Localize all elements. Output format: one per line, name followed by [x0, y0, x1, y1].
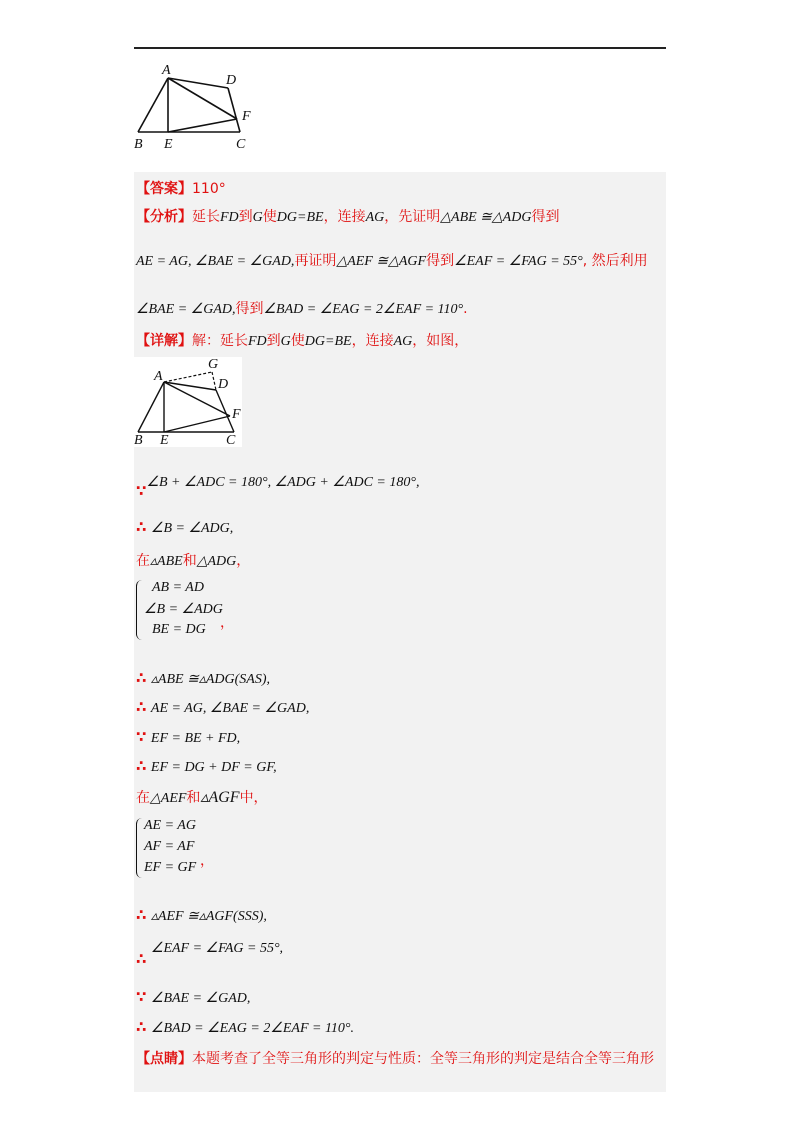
label-A: A — [162, 63, 171, 78]
answer-value: 110° — [192, 181, 226, 197]
detail-tag: 【详解】 — [136, 333, 192, 349]
step-12: ∴ ∠BAD = ∠EAG = 2∠EAF = 110°. — [136, 1018, 355, 1036]
label-E: E — [164, 137, 173, 152]
step-11: ∵ ∠BAE = ∠GAD, — [136, 988, 251, 1006]
sys1-row-1: AB = AD — [152, 580, 204, 595]
top-rule — [134, 47, 666, 49]
step-3: 在▵ABE和△ADG， — [136, 553, 251, 569]
sys1-end: ， — [220, 615, 234, 631]
detail-intro: 【详解】解：延长FD到G使DG=BE，连接AG，如图， — [136, 333, 469, 349]
sys2-end: ， — [200, 853, 214, 869]
comment-tag: 【点睛】 — [136, 1051, 192, 1067]
comment-line: 【点睛】本题考查了全等三角形的判定与性质：全等三角形的判定是结合全等三角形 — [136, 1051, 654, 1067]
step-1: ∵∠B + ∠ADC = 180°, ∠ADG + ∠ADC = 180°, — [136, 475, 420, 500]
step-10: ∴ ∠EAF = ∠FAG = 55°, — [136, 941, 284, 968]
sys1-row-3: BE = DG — [152, 622, 206, 637]
step-7: ∴ EF = DG + DF = GF, — [136, 757, 277, 775]
label-D: D — [218, 377, 229, 392]
step-2: ∴ ∠B = ∠ADG, — [136, 518, 234, 536]
label-D: D — [226, 73, 237, 88]
figure-quadrilateral — [130, 58, 260, 158]
label-C: C — [226, 433, 236, 448]
analysis-line-3: ∠BAE = ∠GAD,得到∠BAD = ∠EAG = 2∠EAF = 110°. — [136, 301, 468, 317]
label-G: G — [208, 357, 219, 372]
brace-1 — [136, 580, 142, 640]
step-4: ∴ ▵ABE ≅▵ADG(SAS), — [136, 669, 270, 687]
brace-2 — [136, 818, 142, 878]
label-A: A — [154, 369, 163, 384]
answer-line — [136, 178, 226, 198]
sys1-row-2: ∠B = ∠ADG — [144, 602, 223, 617]
step-5: ∴ AE = AG, ∠BAE = ∠GAD, — [136, 698, 310, 716]
sys2-row-2: AF = AF — [144, 839, 195, 854]
answer-tag: 【答案】 — [136, 181, 192, 197]
analysis-line-2: AE = AG, ∠BAE = ∠GAD,再证明△AEF ≅△AGF得到∠EAF = ∠FAG = 55°, 然后利用 — [136, 253, 648, 269]
label-F: F — [242, 109, 251, 124]
analysis-line-1: 【分析】延长FD到G使DG=BE，连接AG，先证明△ABE ≅△ADG得到 — [136, 209, 560, 225]
sys2-row-1: AE = AG — [144, 818, 196, 833]
label-B: B — [134, 137, 143, 152]
step-8: 在△AEF和▵AGF中， — [136, 789, 268, 806]
analysis-tag: 【分析】 — [136, 209, 192, 225]
label-E: E — [160, 433, 169, 448]
label-F: F — [232, 407, 241, 422]
step-6: ∵ EF = BE + FD, — [136, 728, 241, 746]
label-B: B — [134, 433, 143, 448]
step-9: ∴ ▵AEF ≅▵AGF(SSS), — [136, 906, 267, 924]
sys2-row-3: EF = GF — [144, 860, 197, 875]
figure-extended — [130, 356, 245, 448]
label-C: C — [236, 137, 246, 152]
